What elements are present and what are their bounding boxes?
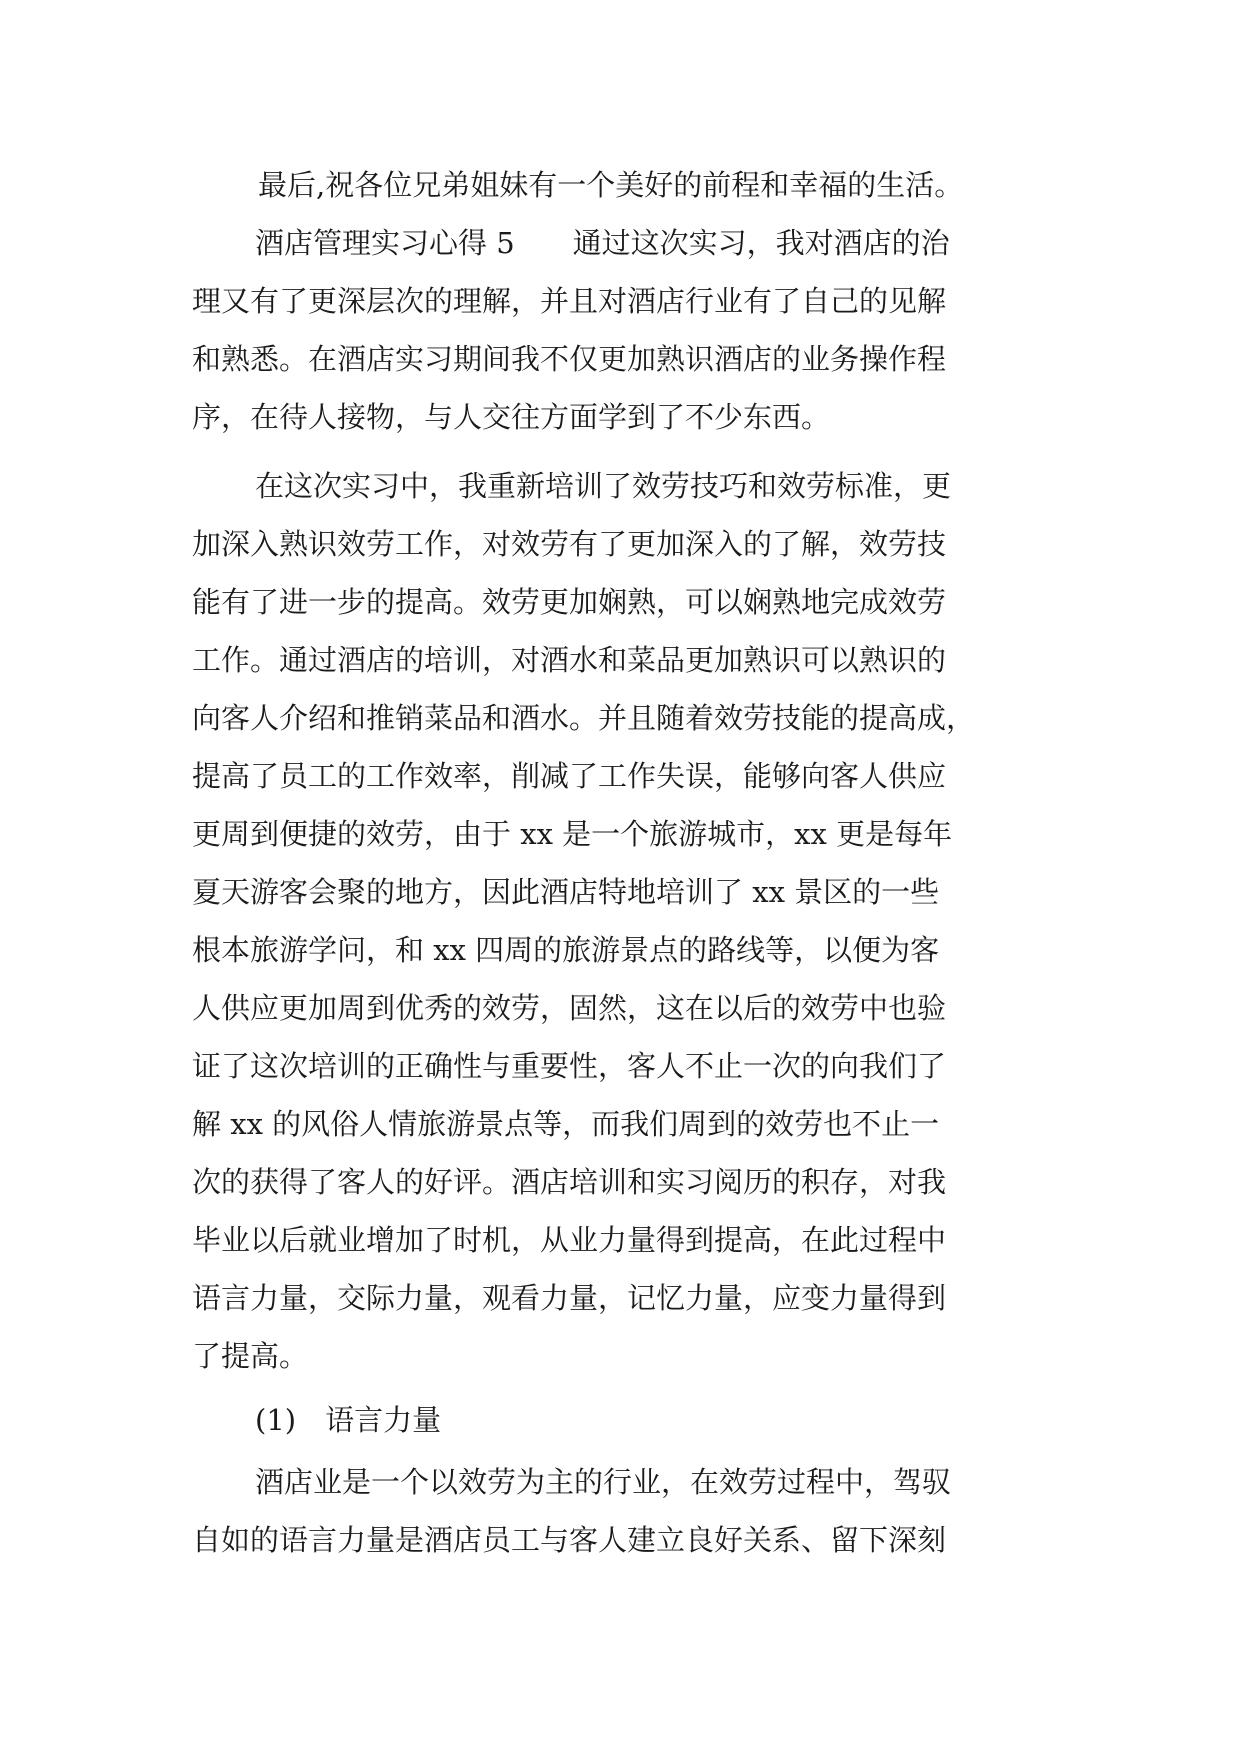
section-heading: (1) 语言力量 — [255, 1403, 442, 1437]
text-line: 加深入熟识效劳工作，对效劳有了更加深入的了解，效劳技 — [192, 527, 947, 561]
text-line: 毕业以后就业增加了时机，从业力量得到提高，在此过程中 — [192, 1223, 947, 1257]
text-line: 能有了进一步的提高。效劳更加娴熟，可以娴熟地完成效劳 — [192, 585, 947, 619]
text-line: 酒店管理实习心得 5 通过这次实习，我对酒店的治 — [255, 226, 950, 260]
text-line: 最后,祝各位兄弟姐妹有一个美好的前程和幸福的生活。 — [258, 168, 964, 202]
text-line: 更周到便捷的效劳，由于 xx 是一个旅游城市，xx 更是每年 — [192, 817, 953, 851]
text-line: 次的获得了客人的好评。酒店培训和实习阅历的积存，对我 — [192, 1165, 947, 1199]
text-line: 理又有了更深层次的理解，并且对酒店行业有了自己的见解 — [192, 284, 947, 318]
text-line: 了提高。 — [192, 1339, 309, 1373]
text-line: 提高了员工的工作效率，削减了工作失误，能够向客人供应 — [192, 759, 947, 793]
text-line: 工作。通过酒店的培训，对酒水和菜品更加熟识可以熟识的 — [192, 643, 947, 677]
text-line: 夏天游客会聚的地方，因此酒店特地培训了 xx 景区的一些 — [192, 875, 940, 909]
text-line: 序，在待人接物，与人交往方面学到了不少东西。 — [192, 400, 831, 434]
text-line: 在这次实习中，我重新培训了效劳技巧和效劳标准，更 — [255, 469, 952, 503]
text-line: 自如的语言力量是酒店员工与客人建立良好关系、留下深刻 — [192, 1523, 947, 1557]
text-line: 证了这次培训的正确性与重要性，客人不止一次的向我们了 — [192, 1049, 947, 1083]
text-line: 向客人介绍和推销菜品和酒水。并且随着效劳技能的提高成， — [192, 701, 976, 735]
text-line: 酒店业是一个以效劳为主的行业，在效劳过程中，驾驭 — [255, 1465, 952, 1499]
text-line: 解 xx 的风俗人情旅游景点等，而我们周到的效劳也不止一 — [192, 1107, 940, 1141]
text-line: 根本旅游学问，和 xx 四周的旅游景点的路线等，以便为客 — [192, 933, 940, 967]
text-line: 人供应更加周到优秀的效劳，固然，这在以后的效劳中也验 — [192, 991, 947, 1025]
text-line: 语言力量，交际力量，观看力量，记忆力量，应变力量得到 — [192, 1281, 947, 1315]
text-line: 和熟悉。在酒店实习期间我不仅更加熟识酒店的业务操作程 — [192, 342, 947, 376]
